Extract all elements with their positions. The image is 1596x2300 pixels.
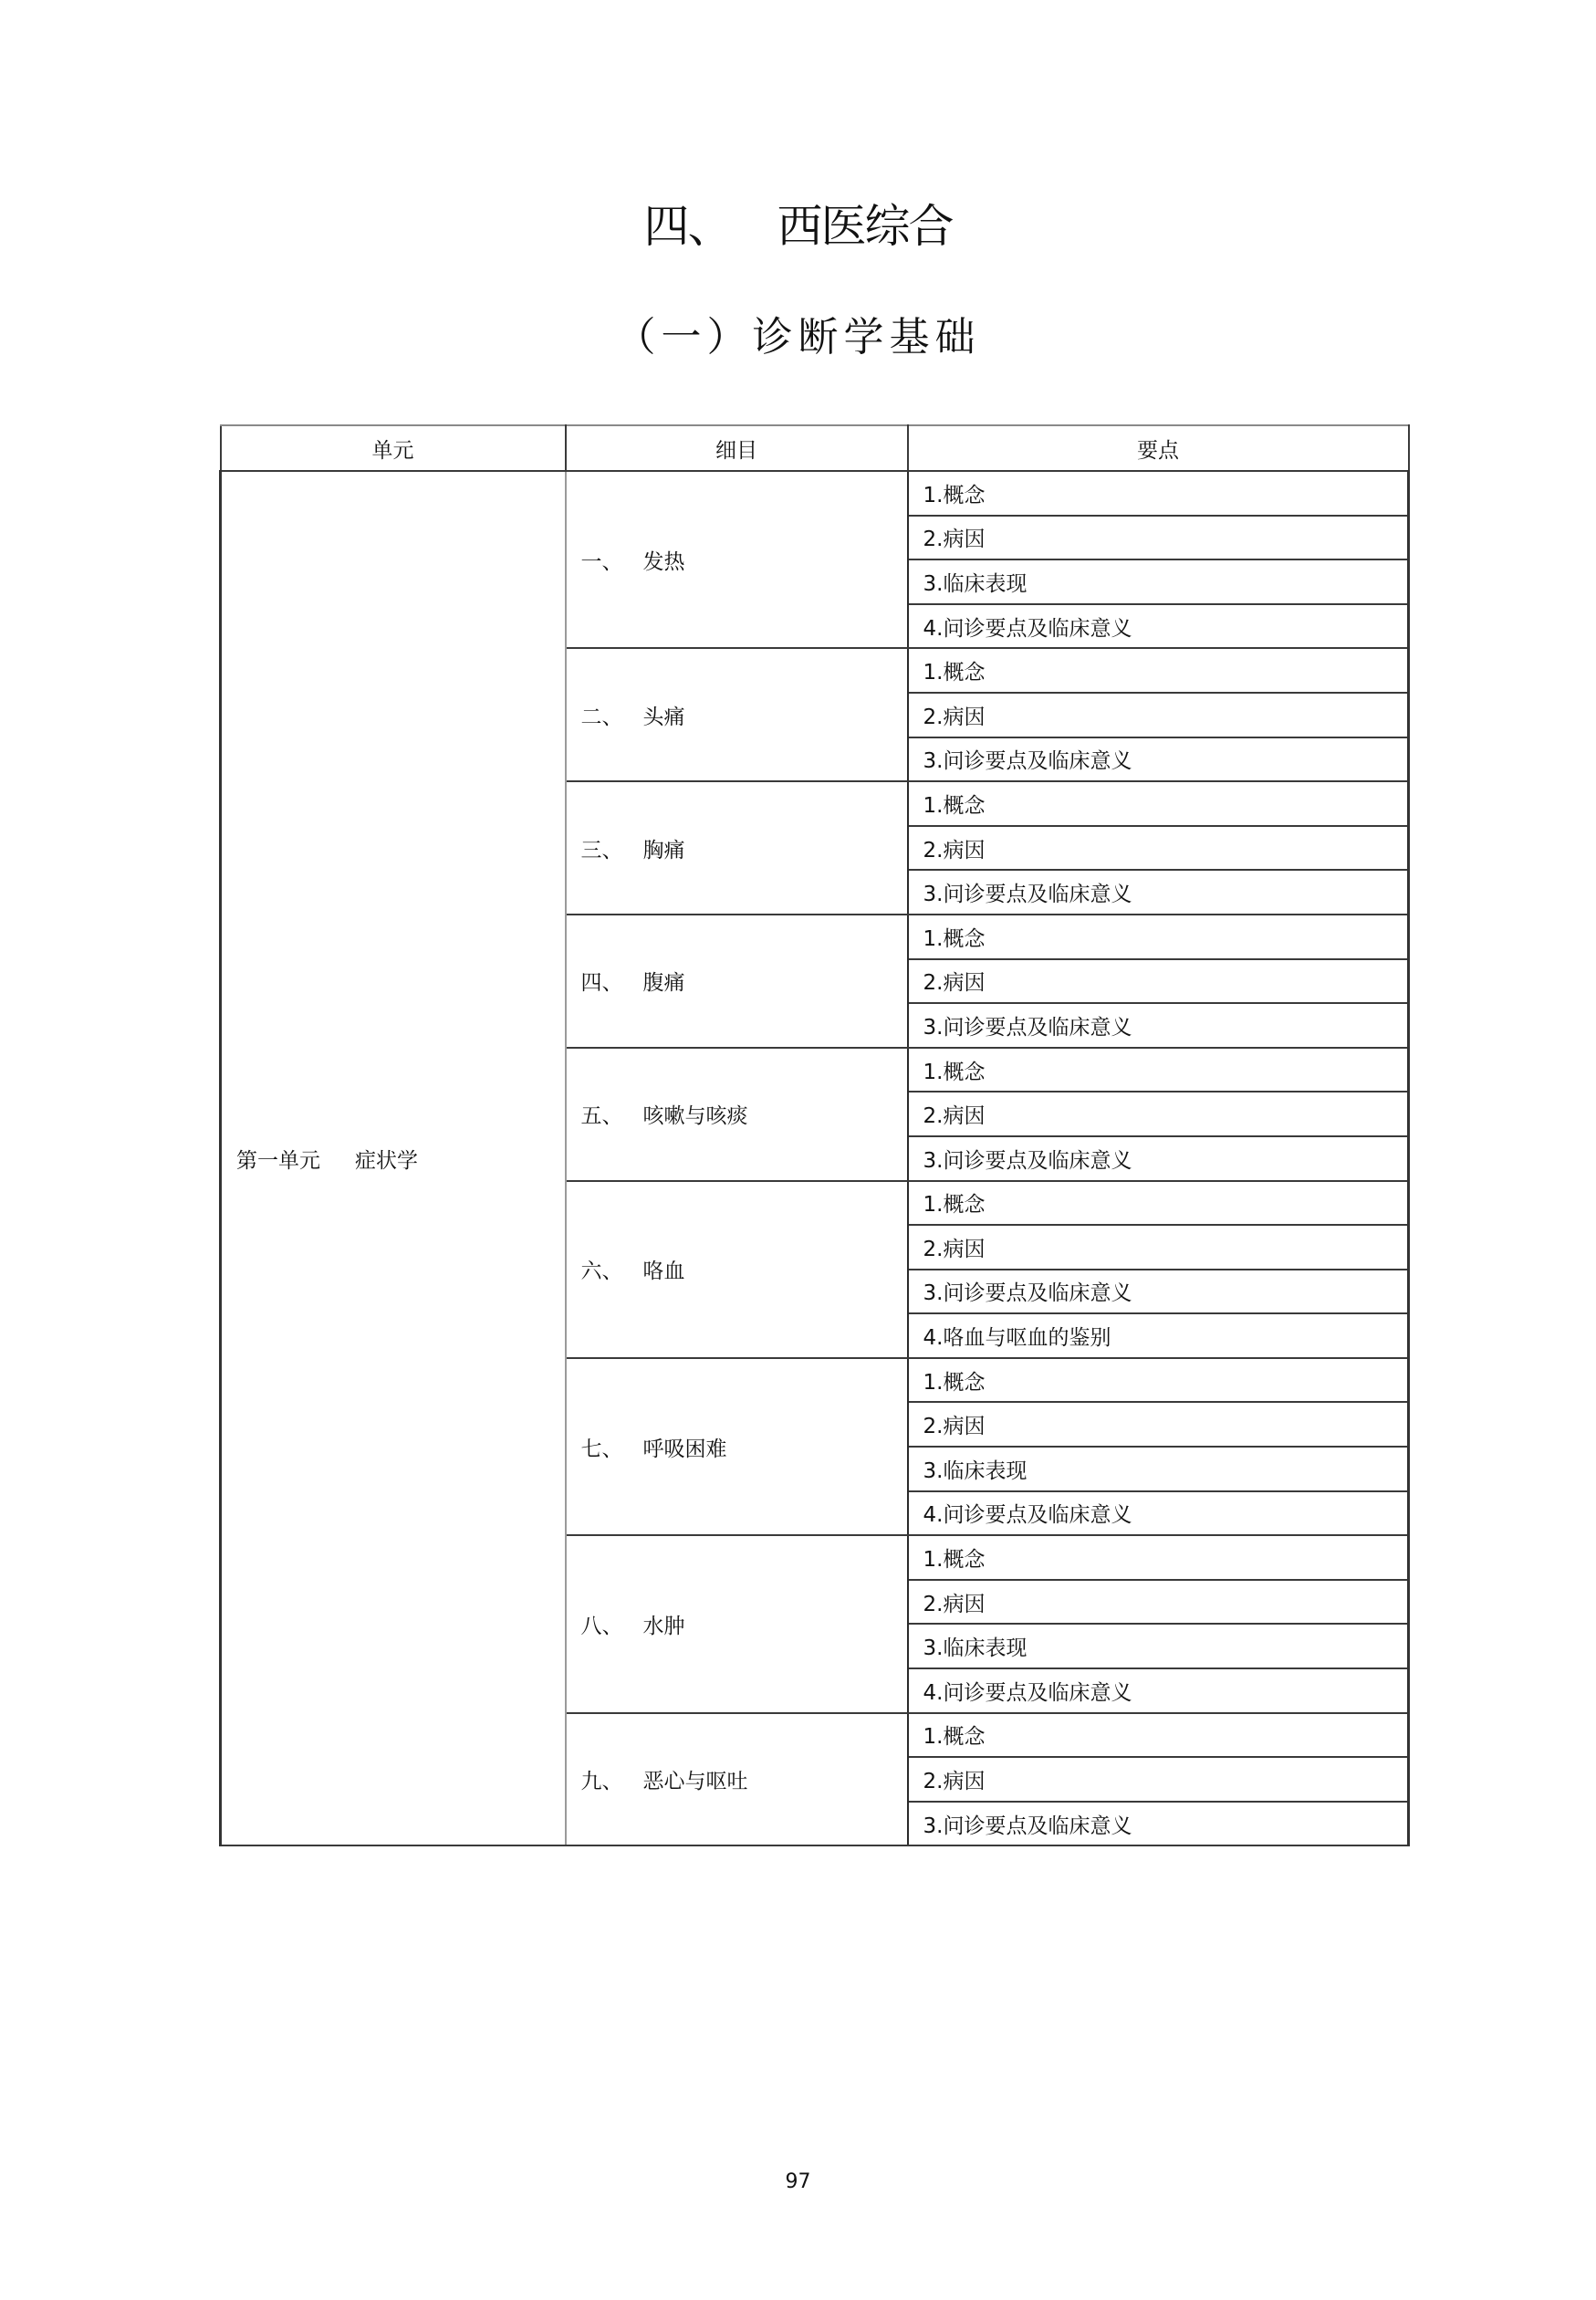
item-number: 八、 bbox=[580, 1614, 623, 1638]
item-number: 九、 bbox=[580, 1770, 623, 1794]
point-cell: 3.临床表现 bbox=[908, 1624, 1409, 1668]
point-cell: 3.问诊要点及临床意义 bbox=[908, 737, 1409, 782]
point-cell: 3.问诊要点及临床意义 bbox=[908, 1802, 1409, 1846]
item-number: 四、 bbox=[580, 971, 623, 996]
table-header-row bbox=[221, 425, 1409, 471]
point-cell: 4.咯血与呕血的鉴别 bbox=[908, 1313, 1409, 1358]
point-cell: 1.概念 bbox=[908, 1358, 1409, 1403]
point-cell: 1.概念 bbox=[908, 1535, 1409, 1580]
item-cell bbox=[566, 648, 908, 781]
point-cell: 2.病因 bbox=[908, 1580, 1409, 1625]
header-unit: 单元 bbox=[221, 425, 566, 471]
item-name: 水肿 bbox=[642, 1614, 685, 1638]
item-cell bbox=[566, 1358, 908, 1535]
point-cell: 4.问诊要点及临床意义 bbox=[908, 1668, 1409, 1713]
point-cell: 3.问诊要点及临床意义 bbox=[908, 1003, 1409, 1048]
point-cell: 4.问诊要点及临床意义 bbox=[908, 604, 1409, 649]
point-cell: 2.病因 bbox=[908, 826, 1409, 871]
header-points: 要点 bbox=[908, 425, 1409, 471]
point-cell: 2.病因 bbox=[908, 693, 1409, 737]
item-name: 咳嗽与咳痰 bbox=[642, 1104, 748, 1129]
section-subtitle: （一）诊断学基础 bbox=[615, 314, 981, 361]
point-cell: 1.概念 bbox=[908, 648, 1409, 693]
point-cell: 1.概念 bbox=[908, 915, 1409, 959]
unit-cell bbox=[221, 471, 566, 1845]
item-name: 咯血 bbox=[642, 1260, 685, 1284]
point-cell: 1.概念 bbox=[908, 1713, 1409, 1758]
point-cell: 1.概念 bbox=[908, 1048, 1409, 1092]
page-number: 97 bbox=[785, 2170, 811, 2193]
table-body bbox=[221, 471, 1409, 1845]
table-row bbox=[221, 471, 1409, 516]
page-title bbox=[0, 199, 1596, 254]
point-cell: 3.临床表现 bbox=[908, 1447, 1409, 1491]
point-cell: 2.病因 bbox=[908, 959, 1409, 1004]
unit-number: 第一单元 bbox=[236, 1148, 320, 1173]
item-cell bbox=[566, 781, 908, 915]
point-cell: 3.问诊要点及临床意义 bbox=[908, 1270, 1409, 1314]
item-name: 腹痛 bbox=[642, 971, 685, 996]
header-item: 细目 bbox=[566, 425, 908, 471]
item-cell bbox=[566, 915, 908, 1048]
point-cell: 1.概念 bbox=[908, 471, 1409, 516]
point-cell: 3.临床表现 bbox=[908, 559, 1409, 604]
item-number: 六、 bbox=[580, 1260, 623, 1284]
point-cell: 4.问诊要点及临床意义 bbox=[908, 1491, 1409, 1536]
item-cell bbox=[566, 1713, 908, 1846]
unit-name: 症状学 bbox=[355, 1148, 418, 1173]
item-number: 二、 bbox=[580, 705, 623, 729]
point-cell: 3.问诊要点及临床意义 bbox=[908, 870, 1409, 915]
item-name: 发热 bbox=[642, 549, 685, 574]
point-cell: 1.概念 bbox=[908, 1181, 1409, 1226]
item-name: 头痛 bbox=[642, 705, 685, 729]
point-cell: 2.病因 bbox=[908, 1757, 1409, 1802]
item-number: 五、 bbox=[580, 1104, 623, 1129]
item-name: 恶心与呕吐 bbox=[642, 1770, 748, 1794]
point-cell: 2.病因 bbox=[908, 516, 1409, 560]
item-number: 三、 bbox=[580, 838, 623, 862]
point-cell: 1.概念 bbox=[908, 781, 1409, 826]
point-cell: 2.病因 bbox=[908, 1092, 1409, 1136]
title-text: 西医综合 bbox=[777, 200, 953, 253]
item-name: 胸痛 bbox=[642, 838, 685, 862]
point-cell: 2.病因 bbox=[908, 1402, 1409, 1447]
point-cell: 3.问诊要点及临床意义 bbox=[908, 1136, 1409, 1181]
item-name: 呼吸困难 bbox=[642, 1437, 727, 1461]
item-cell bbox=[566, 1048, 908, 1181]
item-number: 七、 bbox=[580, 1437, 623, 1461]
syllabus-table bbox=[219, 424, 1410, 1846]
point-cell: 2.病因 bbox=[908, 1225, 1409, 1270]
item-cell bbox=[566, 1535, 908, 1712]
unit-label bbox=[236, 1149, 418, 1173]
title-number: 四、 bbox=[643, 200, 732, 253]
item-cell bbox=[566, 1181, 908, 1358]
item-cell bbox=[566, 471, 908, 648]
item-number: 一、 bbox=[580, 549, 623, 574]
